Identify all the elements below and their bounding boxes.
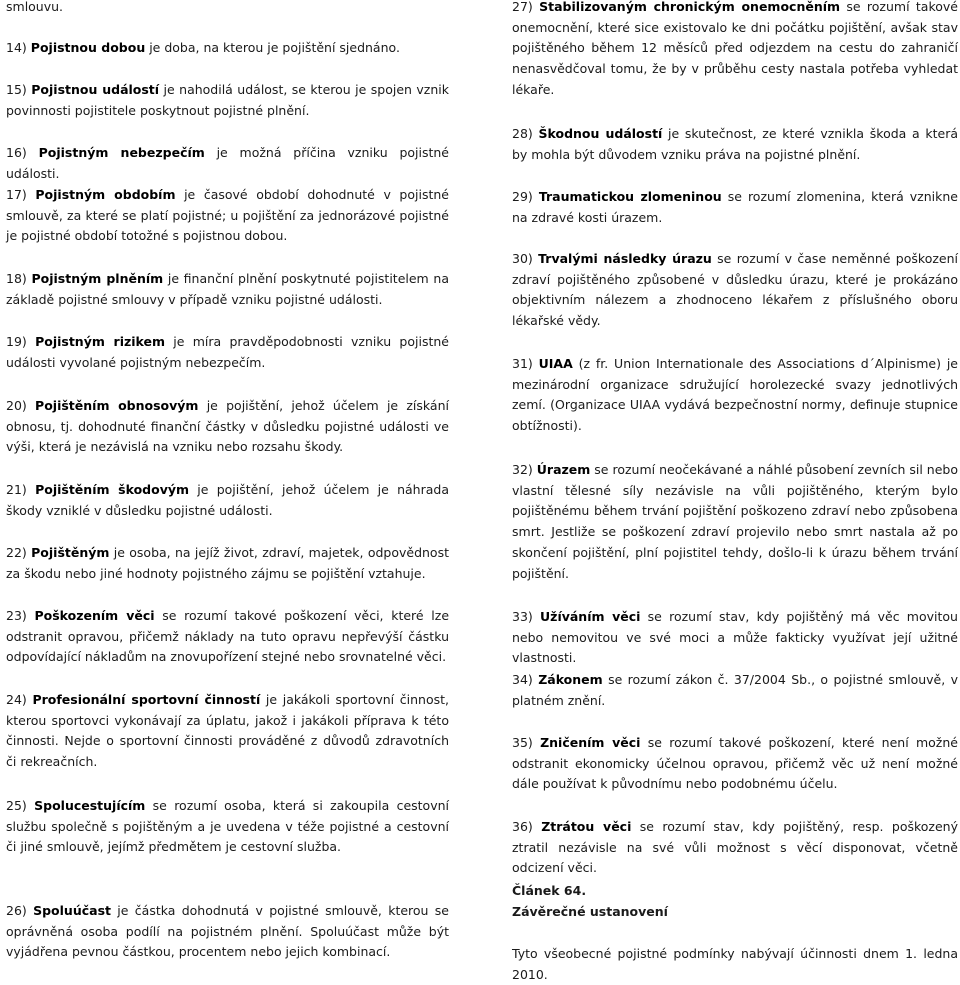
- para-text: se rozumí zlomenina, která vznikne na zdravé kosti úrazem.: [512, 189, 958, 225]
- definition-31: [512, 354, 958, 437]
- definition-36: [512, 817, 958, 879]
- definition-21: [6, 480, 449, 521]
- para-text: je nahodilá událost, se kterou je spojen vznik povinnosti pojistitele poskytnout pojistné plnění.: [6, 82, 449, 118]
- para-number: 36): [512, 819, 533, 834]
- para-number: 21): [6, 482, 27, 497]
- para-text: smlouvu.: [6, 0, 64, 14]
- para-number: 34): [512, 672, 533, 687]
- definition-23: [6, 606, 449, 668]
- para-text: se rozumí takové poškození, které není možné odstranit ekonomicky účelnou opravou, přičemž věc už není možné dále používat k původnímu nebo podobnému účelu.: [512, 735, 958, 792]
- para-text: se rozumí neočekávané a náhlé působení zevních sil nebo vlastní tělesné síly nezávisle na vůli pojištěného, kterým bylo pojištěnému během trvání pojištění poškozeno zdraví nebo způsobena smrt. Jestliže se poškození zdraví projevilo nebo smrt nastala až po skončení pojištění, plní pojistitel tehdy, došlo-li k úrazu během trvání pojištění.: [512, 462, 958, 581]
- definition-26: [6, 901, 449, 963]
- definition-29: [512, 187, 958, 228]
- definition-20: [6, 396, 449, 458]
- para-number: 33): [512, 609, 533, 624]
- paragraph-13-tail: [6, 0, 449, 18]
- defined-term: Stabilizovaným chronickým onemocněním: [539, 0, 841, 14]
- defined-term: Pojištěným: [31, 545, 110, 560]
- para-text: (z fr. Union Internationale des Associations d´Alpinisme) je mezinárodní organizace sdružující horolezecké svazy jednotlivých zemí. (Organizace UIAA vydává bezpečnostní normy, definuje stupnice obtížnosti).: [512, 356, 958, 434]
- para-text: je finanční plnění poskytnuté pojistitelem na základě pojistné smlouvy v případě vzniku pojistné události.: [6, 271, 449, 307]
- defined-term: Pojištěním obnosovým: [35, 398, 199, 413]
- para-text: se rozumí osoba, která si zakoupila cestovní službu společně s pojištěným a je uvedena v téže pojistné a cestovní či jiné smlouvě, jejímž předmětem je cestovní služba.: [6, 798, 449, 855]
- definition-34: [512, 670, 958, 711]
- para-number: 18): [6, 271, 27, 286]
- para-text: je doba, na kterou je pojištění sjednáno.: [145, 40, 400, 55]
- para-text: je osoba, na jejíž život, zdraví, majetek, odpovědnost za škodu nebo jiné hodnoty pojistného zájmu se pojištění vztahuje.: [6, 545, 449, 581]
- para-text: se rozumí zákon č. 37/2004 Sb., o pojistné smlouvě, v platném znění.: [512, 672, 958, 708]
- para-number: 32): [512, 462, 533, 477]
- defined-term: Profesionální sportovní činností: [32, 692, 261, 707]
- para-number: 19): [6, 334, 27, 349]
- para-number: 27): [512, 0, 533, 14]
- defined-term: Spolucestujícím: [34, 798, 146, 813]
- defined-term: Pojistnou událostí: [31, 82, 160, 97]
- defined-term: Zničením věci: [540, 735, 641, 750]
- defined-term: Pojistným obdobím: [35, 187, 176, 202]
- defined-term: Pojistným nebezpečím: [38, 145, 205, 160]
- para-number: 20): [6, 398, 27, 413]
- defined-term: Pojištěním škodovým: [35, 482, 190, 497]
- para-text: je časové období dohodnuté v pojistné smlouvě, za které se platí pojistné; u pojištění za jednorázové pojistné je pojistné období totožné s pojistnou dobou.: [6, 187, 449, 244]
- defined-term: Užíváním věci: [540, 609, 641, 624]
- para-text: je možná příčina vzniku pojistné události.: [6, 145, 449, 181]
- definition-24: [6, 690, 449, 773]
- defined-term: Úrazem: [536, 462, 591, 477]
- para-number: 24): [6, 692, 27, 707]
- defined-term: Trvalými následky úrazu: [538, 251, 712, 266]
- definition-14: [6, 38, 449, 59]
- para-text: se rozumí takové onemocnění, které sice existovalo ke dni počátku pojištění, avšak stav pojištěného během 12 měsíců před odjezdem na cestu do zahraničí nenasvědčoval tomu, že by v průběhu cesty nastala potřeba vyhledat lékaře.: [512, 0, 958, 97]
- definition-28: [512, 124, 958, 165]
- para-number: 17): [6, 187, 27, 202]
- para-number: 25): [6, 798, 27, 813]
- defined-term: Škodnou událostí: [538, 126, 663, 141]
- para-number: 23): [6, 608, 27, 623]
- para-text: se rozumí v čase neměnné poškození zdraví pojištěného způsobené v důsledku úrazu, které je prokázáno objektivním nálezem a zhodnoceno lékařem z příslušného oboru lékařské vědy.: [512, 251, 958, 329]
- article-number: Článek 64.: [512, 883, 587, 898]
- definition-30: [512, 249, 958, 332]
- definition-32: [512, 460, 958, 584]
- defined-term: Spoluúčast: [33, 903, 111, 918]
- definition-19: [6, 332, 449, 373]
- definition-17: [6, 185, 449, 247]
- definition-33: [512, 607, 958, 669]
- definition-35: [512, 733, 958, 795]
- article-title: Závěrečné ustanovení: [512, 904, 668, 919]
- definition-15: [6, 80, 449, 121]
- para-number: 31): [512, 356, 533, 371]
- definition-27: [512, 0, 958, 101]
- para-text: se rozumí stav, kdy pojištěný má věc movitou nebo nemovitou ve své moci a může fakticky využívat její užitné vlastnosti.: [512, 609, 958, 666]
- definition-16: [6, 143, 449, 184]
- defined-term: Poškozením věci: [34, 608, 155, 623]
- para-number: 29): [512, 189, 533, 204]
- definition-18: [6, 269, 449, 310]
- para-text: se rozumí takové poškození věci, které lze odstranit opravou, přičemž náklady na tuto opravu nepřevýší částku odpovídající nákladům na znovupořízení stejné nebo srovnatelné věci.: [6, 608, 450, 665]
- defined-term: Ztrátou věci: [541, 819, 632, 834]
- para-text: je skutečnost, ze které vznikla škoda a která by mohla být důvodem vzniku práva na pojistné plnění.: [512, 126, 958, 162]
- defined-term: UIAA: [538, 356, 573, 371]
- para-text: je částka dohodnutá v pojistné smlouvě, kterou se oprávněná osoba podílí na pojistném plnění. Spoluúčast může být vyjádřena pevnou částkou, procentem nebo jejich kombinací.: [6, 903, 449, 960]
- para-text: je pojištění, jehož účelem je získání obnosu, tj. dohodnuté finanční částky v důsledku pojistné události ve výši, která je nezávislá na vzniku nebo rozsahu škody.: [6, 398, 449, 455]
- para-number: 28): [512, 126, 533, 141]
- defined-term: Zákonem: [538, 672, 603, 687]
- definition-25: [6, 796, 449, 858]
- para-text: je pojištění, jehož účelem je náhrada škody vzniklé v důsledku pojistné události.: [6, 482, 449, 518]
- defined-term: Traumatickou zlomeninou: [538, 189, 722, 204]
- para-text: se rozumí stav, kdy pojištěný, resp. poškozený ztratil nezávisle na své vůli možnost s věcí disponovat, včetně odcizení věci.: [512, 819, 958, 876]
- definition-22: [6, 543, 449, 584]
- article-text: Tyto všeobecné pojistné podmínky nabývají účinnosti dnem 1. ledna 2010.: [512, 946, 958, 982]
- defined-term: Pojistnou dobou: [30, 40, 146, 55]
- para-number: 22): [6, 545, 27, 560]
- para-number: 30): [512, 251, 533, 266]
- para-number: 15): [6, 82, 27, 97]
- para-text: je jakákoli sportovní činnost, kterou sportovci vykonávají za úplatu, jakož i jakákoli příprava k této činnosti. Nejde o sportovní činnosti prováděné z důvodů zdravotních či rekreačních.: [6, 692, 449, 770]
- para-number: 35): [512, 735, 533, 750]
- para-number: 26): [6, 903, 27, 918]
- para-number: 14): [6, 40, 27, 55]
- para-number: 16): [6, 145, 27, 160]
- defined-term: Pojistným plněním: [31, 271, 164, 286]
- defined-term: Pojistným rizikem: [35, 334, 166, 349]
- para-text: je míra pravděpodobnosti vzniku pojistné události vyvolané pojistným nebezpečím.: [6, 334, 449, 370]
